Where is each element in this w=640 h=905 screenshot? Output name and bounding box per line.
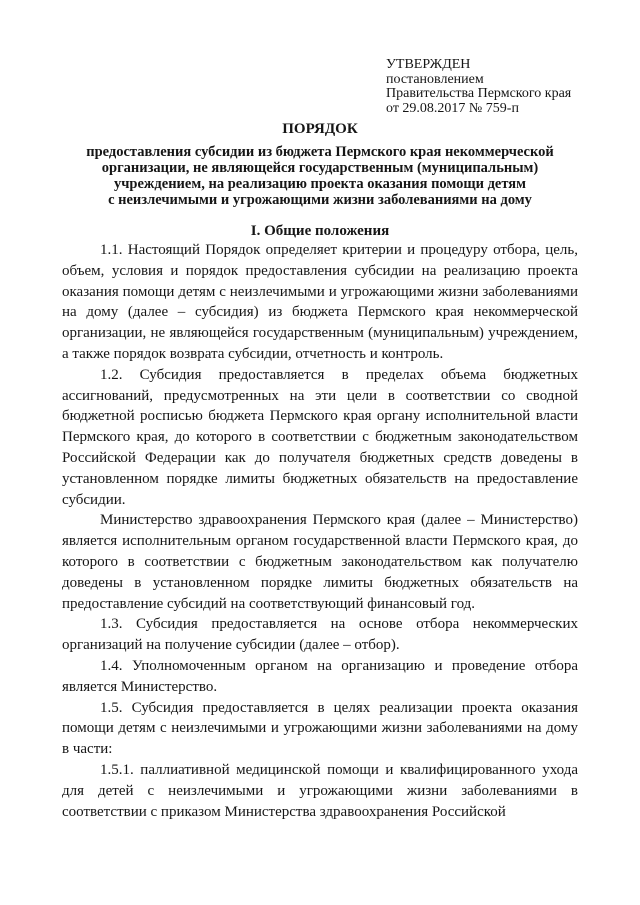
subtitle-line: организации, не являющейся государственным (муниципальным) — [101, 160, 539, 176]
paragraph-1-2: 1.2. Субсидия предоставляется в пределах объема бюджетных ассигнований, предусмотренных на эти цели в соответствии со сводной бюджетной росписью бюджета Пермского края органу исполнительной власти Пермского края, до которого в соответствии с бюджетным законодательством Российской Федерации как до получателя бюджетных средств доведены в установленном порядке лимиты бюджетных обязательств на предоставление субсидии. — [62, 366, 578, 508]
subtitle-line: предоставления субсидии из бюджета Пермского края некоммерческой — [86, 144, 554, 160]
approval-line-date-number: от 29.08.2017 № 759-п — [386, 100, 519, 116]
paragraph-1-3: 1.3. Субсидия предоставляется на основе отбора некоммерческих организаций на получение субсидии (далее – отбор). — [62, 616, 578, 654]
approval-line-status: УТВЕРЖДЕН — [386, 57, 471, 72]
document-body — [62, 240, 578, 822]
subtitle-line: учреждением, на реализацию проекта оказания помощи детям — [113, 176, 526, 192]
paragraph-1-1: 1.1. Настоящий Порядок определяет критерии и процедуру отбора, цель, объем, условия и порядок предоставления субсидии на реализацию проекта оказания помощи детям с неизлечимыми и угрожающими жизни заболеваниями на дому (далее – субсидия) из бюджета Пермского края некоммерческой организации, не являющейся государственным (муниципальным) учреждением, а также порядок возврата субсидии, отчетность и контроль. — [62, 242, 578, 362]
document-subtitle — [50, 144, 590, 208]
paragraph-1-4: 1.4. Уполномоченным органом на организацию и проведение отбора является Министерство. — [62, 657, 578, 695]
section-heading-general-provisions: I. Общие положения — [250, 223, 390, 239]
subtitle-line: с неизлечимыми и угрожающими жизни заболеваниями на дому — [108, 192, 532, 208]
paragraph-ministry: Министерство здравоохранения Пермского края (далее – Министерство) является исполнительным органом государственной власти Пермского края, до которого в соответствии с бюджетным законодательством как получателю доведены в установленном порядке лимиты бюджетных обязательств на предоставление субсидий на соответствующий финансовый год. — [62, 512, 578, 612]
document-title: ПОРЯДОК — [282, 121, 358, 137]
approval-block — [386, 58, 571, 116]
paragraph-1-5: 1.5. Субсидия предоставляется в целях реализации проекта оказания помощи детям с неизлечимыми и угрожающими жизни заболеваниями на дому в части: — [62, 699, 578, 758]
approval-line-resolution: постановлением — [386, 71, 484, 87]
paragraph-1-5-1: 1.5.1. паллиативной медицинской помощи и квалифицированного ухода для детей с неизлечимыми и угрожающими жизни заболеваниями в соответствии с приказом Министерства здравоохранения Российской — [62, 761, 578, 820]
approval-line-authority: Правительства Пермского края — [386, 86, 572, 101]
